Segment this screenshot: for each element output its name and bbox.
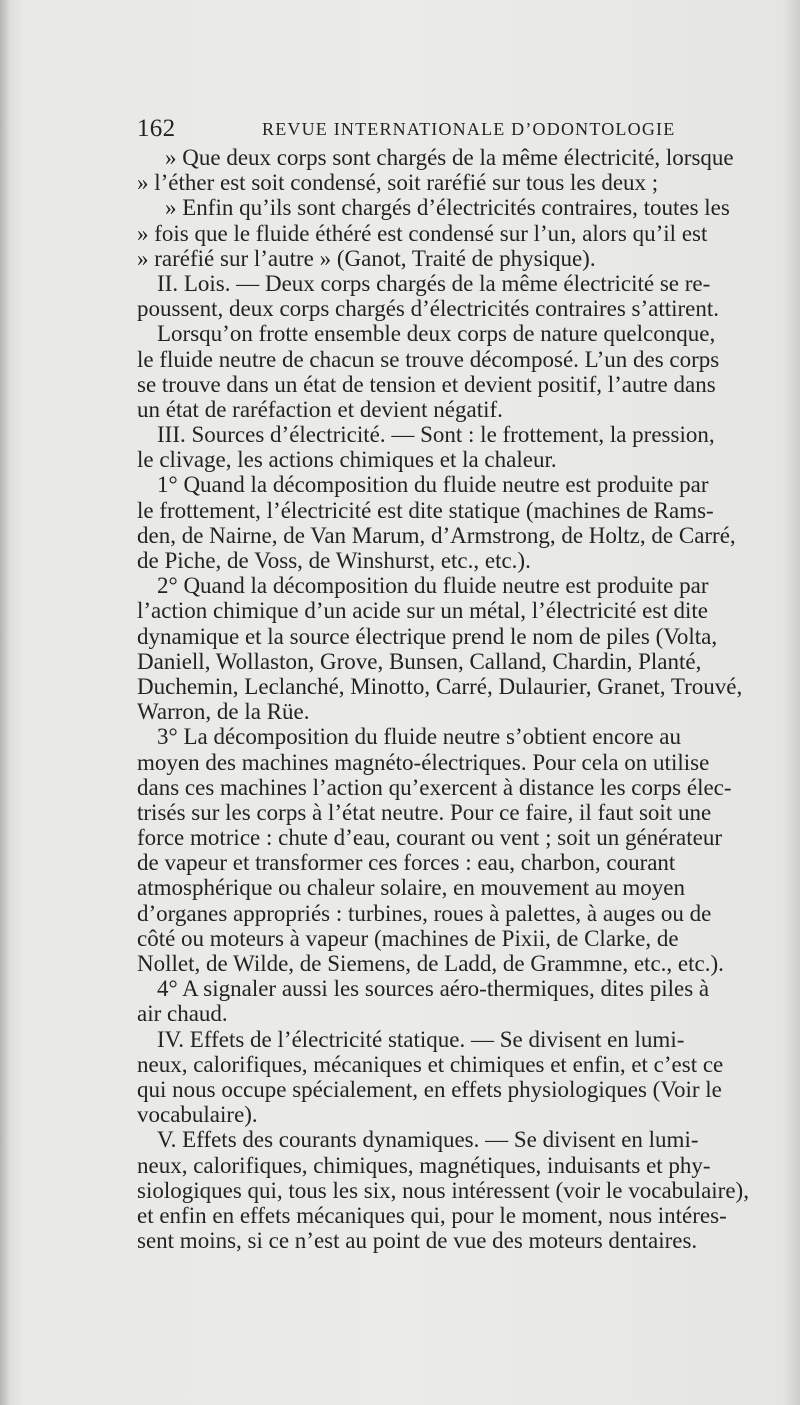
text-line-26: dans ces machines l’action qu’exercent à distance les corps élec-	[137, 774, 732, 800]
text-line-43: et enfin en effets mécaniques qui, pour le moment, nous intéres-	[137, 1202, 727, 1228]
text-line-9: le fluide neutre de chacun se trouve décomposé. L’un des corps	[137, 346, 720, 372]
running-title: REVUE INTERNATIONALE D’ODONTOLOGIE	[262, 119, 676, 139]
text-line-41: neux, calorifiques, chimiques, magnétiques, induisants et phy-	[137, 1152, 711, 1178]
text-line-22: Duchemin, Leclanché, Minotto, Carré, Dulaurier, Granet, Trouvé,	[137, 673, 743, 699]
text-line-27: trisés sur les corps à l’état neutre. Pour ce faire, il faut soit une	[137, 799, 712, 825]
text-line-25: moyen des machines magnéto-électriques. Pour cela on utilise	[137, 749, 710, 775]
text-line-17: de Piche, de Voss, de Winshurst, etc., etc.).	[137, 548, 531, 573]
text-line-42: siologiques qui, tous les six, nous intéressent (voir le vocabulaire),	[137, 1177, 749, 1203]
text-line-24: 3° La décomposition du fluide neutre s’obtient encore au	[157, 724, 681, 750]
text-line-10: se trouve dans un état de tension et devient positif, l’autre dans	[137, 371, 716, 397]
text-line-1: » Que deux corps sont chargés de la même électricité, lorsque	[165, 145, 734, 170]
body-text	[137, 145, 792, 1253]
text-line-6: II. Lois. — Deux corps chargés de la même électricité se re-	[157, 270, 711, 296]
text-line-19: l’action chimique d’un acide sur un métal, l’électricité est dite	[137, 598, 708, 624]
text-line-18: 2° Quand la décomposition du fluide neutre est produite par	[157, 573, 709, 599]
text-line-32: côté ou moteurs à vapeur (machines de Pixii, de Clarke, de	[137, 925, 679, 951]
text-line-33: Nollet, de Wilde, de Siemens, de Ladd, de Grammne, etc., etc.).	[137, 951, 724, 976]
text-line-12: III. Sources d’électricité. — Sont : le frottement, la pression,	[157, 422, 715, 448]
text-line-44: sent moins, si ce n’est au point de vue des moteurs dentaires.	[137, 1228, 698, 1254]
text-line-5: » raréfié sur l’autre » (Ganot, Traité de physique).	[137, 245, 596, 271]
text-line-36: IV. Effets de l’électricité statique. — Se divisent en lumi-	[157, 1026, 685, 1052]
text-line-38: qui nous occupe spécialement, en effets physiologiques (Voir le	[137, 1076, 722, 1102]
text-line-13: le clivage, les actions chimiques et la chaleur.	[137, 447, 557, 473]
text-line-14: 1° Quand la décomposition du fluide neutre est produite par	[157, 472, 709, 498]
text-line-29: de vapeur et transformer ces forces : eau, charbon, courant	[137, 850, 676, 876]
text-line-20: dynamique et la source électrique prend le nom de piles (Volta,	[137, 623, 718, 649]
text-line-7: poussent, deux corps chargés d’électricités contraires s’attirent.	[137, 296, 720, 322]
text-line-39: vocabulaire).	[137, 1102, 258, 1128]
text-line-8: Lorsqu’on frotte ensemble deux corps de nature quelconque,	[157, 321, 716, 347]
text-line-31: d’organes appropriés : turbines, roues à palettes, à auges ou de	[137, 900, 712, 926]
text-line-30: atmosphérique ou chaleur solaire, en mouvement au moyen	[137, 875, 685, 901]
text-line-34: 4° A signaler aussi les sources aéro-thermiques, dites piles à	[157, 976, 710, 1002]
text-line-21: Daniell, Wollaston, Grove, Bunsen, Calland, Chardin, Planté,	[137, 648, 702, 674]
page-binding-shadow	[0, 0, 10, 1405]
text-line-23: Warron, de la Rüe.	[137, 699, 310, 725]
text-line-28: force motrice : chute d’eau, courant ou vent ; soit un générateur	[137, 825, 722, 851]
text-line-16: den, de Nairne, de Van Marum, d’Armstrong, de Holtz, de Carré,	[137, 522, 736, 548]
text-line-37: neux, calorifiques, mécaniques et chimiques et enfin, et c’est ce	[137, 1051, 724, 1077]
text-line-11: un état de raréfaction et devient négatif.	[137, 396, 503, 422]
text-line-2: » l’éther est soit condensé, soit raréfié sur tous les deux ;	[137, 170, 659, 196]
text-line-15: le frottement, l’électricité est dite statique (machines de Rams-	[137, 497, 714, 523]
text-line-40: V. Effets des courants dynamiques. — Se divisent en lumi-	[157, 1127, 699, 1153]
text-line-4: » fois que le fluide éthéré est condensé sur l’un, alors qu’il est	[137, 220, 708, 246]
page-header	[137, 115, 737, 145]
text-line-3: » Enfin qu’ils sont chargés d’électricités contraires, toutes les	[165, 195, 730, 221]
text-line-35: air chaud.	[137, 1001, 228, 1027]
page-number: 162	[137, 115, 176, 142]
